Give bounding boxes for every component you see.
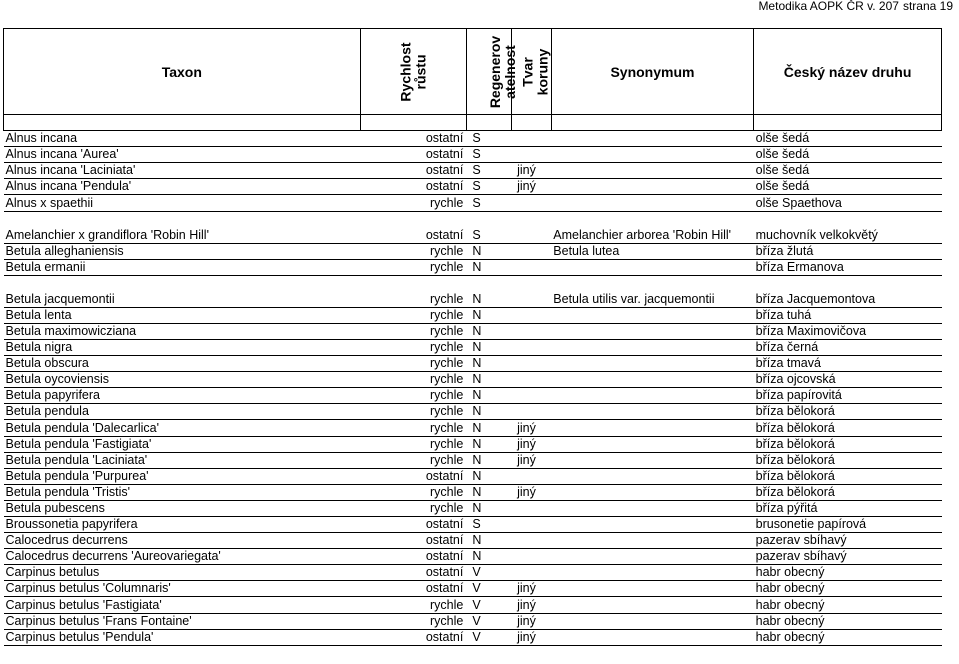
cell-czech: bříza žlutá	[754, 243, 942, 259]
cell-crown: jiný	[511, 613, 551, 629]
cell-synonym	[551, 597, 753, 613]
cell-taxon: Broussonetia papyrifera	[4, 516, 361, 532]
cell-regen: N	[466, 549, 511, 565]
table-row	[4, 581, 942, 597]
cell-taxon: Betula pendula	[4, 404, 361, 420]
cell-czech: olše Spaethova	[754, 195, 942, 211]
cell-crown: jiný	[511, 484, 551, 500]
cell-synonym	[551, 533, 753, 549]
cell-synonym	[551, 565, 753, 581]
cell-speed: ostatní	[360, 147, 466, 163]
cell-taxon: Betula jacquemontii	[4, 275, 361, 307]
plant-table	[3, 28, 942, 646]
table-row	[4, 420, 942, 436]
cell-crown	[511, 147, 551, 163]
cell-crown: jiný	[511, 436, 551, 452]
cell-synonym	[551, 131, 753, 147]
cell-czech: bříza černá	[754, 339, 942, 355]
table-body	[4, 131, 942, 646]
cell-regen: S	[466, 179, 511, 195]
table-row	[4, 549, 942, 565]
cell-taxon: Calocedrus decurrens	[4, 533, 361, 549]
table-row	[4, 565, 942, 581]
cell-speed: rychle	[360, 195, 466, 211]
cell-czech: bříza papírovitá	[754, 388, 942, 404]
cell-czech: bříza tmavá	[754, 356, 942, 372]
cell-speed: rychle	[360, 420, 466, 436]
cell-crown	[511, 356, 551, 372]
cell-speed: ostatní	[360, 629, 466, 645]
cell-crown	[511, 259, 551, 275]
cell-synonym	[551, 549, 753, 565]
cell-crown	[511, 339, 551, 355]
cell-synonym	[551, 500, 753, 516]
cell-speed: rychle	[360, 259, 466, 275]
cell-regen: N	[466, 500, 511, 516]
cell-taxon: Betula pendula 'Laciniata'	[4, 452, 361, 468]
cell-czech: habr obecný	[754, 565, 942, 581]
table-row	[4, 516, 942, 532]
cell-czech: bříza Maximovičova	[754, 323, 942, 339]
cell-crown	[511, 307, 551, 323]
cell-crown	[511, 404, 551, 420]
cell-crown	[511, 195, 551, 211]
cell-speed: rychle	[360, 323, 466, 339]
col-header-speed	[360, 29, 466, 115]
cell-taxon: Betula pendula 'Tristis'	[4, 484, 361, 500]
cell-taxon: Alnus incana 'Pendula'	[4, 179, 361, 195]
cell-synonym: Betula lutea	[551, 243, 753, 259]
header-row	[4, 29, 942, 115]
table-row	[4, 452, 942, 468]
table-row	[4, 163, 942, 179]
cell-synonym: Amelanchier arborea 'Robin Hill'	[551, 211, 753, 243]
cell-speed: rychle	[360, 500, 466, 516]
cell-czech: habr obecný	[754, 629, 942, 645]
cell-speed: rychle	[360, 307, 466, 323]
table-row	[4, 211, 942, 243]
cell-synonym	[551, 163, 753, 179]
regen-header-text: Regenerov atelnost	[487, 35, 519, 108]
cell-crown: jiný	[511, 420, 551, 436]
cell-crown	[511, 323, 551, 339]
cell-synonym	[551, 339, 753, 355]
table-row	[4, 307, 942, 323]
cell-synonym	[551, 436, 753, 452]
cell-synonym: Betula utilis var. jacquemontii	[551, 275, 753, 307]
cell-speed: rychle	[360, 597, 466, 613]
cell-speed: ostatní	[360, 468, 466, 484]
table-row	[4, 323, 942, 339]
cell-synonym	[551, 307, 753, 323]
cell-crown	[511, 549, 551, 565]
cell-crown: jiný	[511, 163, 551, 179]
cell-synonym	[551, 629, 753, 645]
cell-czech: bříza ojcovská	[754, 372, 942, 388]
cell-taxon: Betula ermanii	[4, 259, 361, 275]
cell-czech: bříza bělokorá	[754, 484, 942, 500]
table-row	[4, 259, 942, 275]
cell-crown: jiný	[511, 629, 551, 645]
cell-czech: muchovník velkokvětý	[754, 211, 942, 243]
table-row	[4, 484, 942, 500]
cell-regen: S	[466, 163, 511, 179]
cell-speed: rychle	[360, 452, 466, 468]
cell-regen: N	[466, 356, 511, 372]
cell-taxon: Betula lenta	[4, 307, 361, 323]
table-row	[4, 243, 942, 259]
cell-speed: ostatní	[360, 211, 466, 243]
cell-czech: olše šedá	[754, 163, 942, 179]
cell-speed: ostatní	[360, 131, 466, 147]
table-row	[4, 533, 942, 549]
cell-synonym	[551, 468, 753, 484]
cell-regen: N	[466, 484, 511, 500]
cell-synonym	[551, 404, 753, 420]
table-row	[4, 436, 942, 452]
cell-czech: bříza Ermanova	[754, 259, 942, 275]
cell-taxon: Betula maximowicziana	[4, 323, 361, 339]
cell-taxon: Carpinus betulus 'Columnaris'	[4, 581, 361, 597]
cell-synonym	[551, 147, 753, 163]
cell-czech: habr obecný	[754, 581, 942, 597]
cell-regen: S	[466, 147, 511, 163]
cell-regen: V	[466, 597, 511, 613]
col-header-regen	[466, 29, 519, 115]
cell-speed: rychle	[360, 404, 466, 420]
cell-regen: N	[466, 452, 511, 468]
table-row	[4, 613, 942, 629]
cell-regen: V	[466, 629, 511, 645]
table-row	[4, 147, 942, 163]
cell-taxon: Betula pendula 'Fastigiata'	[4, 436, 361, 452]
cell-synonym	[551, 452, 753, 468]
cell-taxon: Betula pendula 'Dalecarlica'	[4, 420, 361, 436]
cell-czech: bříza Jacquemontova	[754, 275, 942, 307]
cell-taxon: Betula pendula 'Purpurea'	[4, 468, 361, 484]
cell-crown	[511, 131, 551, 147]
cell-taxon: Alnus incana 'Aurea'	[4, 147, 361, 163]
table-row	[4, 131, 942, 147]
cell-czech: olše šedá	[754, 147, 942, 163]
cell-synonym	[551, 388, 753, 404]
cell-regen: N	[466, 323, 511, 339]
cell-regen: S	[466, 516, 511, 532]
cell-taxon: Amelanchier x grandiflora 'Robin Hill'	[4, 211, 361, 243]
cell-crown: jiný	[511, 581, 551, 597]
cell-taxon: Calocedrus decurrens 'Aureovariegata'	[4, 549, 361, 565]
crown-header-text: Tvar koruny	[518, 48, 550, 95]
table-row	[4, 195, 942, 211]
cell-speed: ostatní	[360, 163, 466, 179]
cell-regen: N	[466, 468, 511, 484]
cell-speed: rychle	[360, 243, 466, 259]
cell-synonym	[551, 613, 753, 629]
table-row	[4, 388, 942, 404]
cell-taxon: Carpinus betulus	[4, 565, 361, 581]
cell-czech: bříza bělokorá	[754, 420, 942, 436]
cell-regen: V	[466, 613, 511, 629]
cell-speed: ostatní	[360, 179, 466, 195]
cell-crown	[511, 211, 551, 243]
cell-synonym	[551, 195, 753, 211]
cell-czech: olše šedá	[754, 131, 942, 147]
cell-regen: V	[466, 581, 511, 597]
cell-taxon: Carpinus betulus 'Pendula'	[4, 629, 361, 645]
cell-czech: pazerav sbíhavý	[754, 549, 942, 565]
cell-crown	[511, 372, 551, 388]
cell-synonym	[551, 323, 753, 339]
cell-taxon: Alnus incana 'Laciniata'	[4, 163, 361, 179]
table-row	[4, 597, 942, 613]
cell-czech: bříza bělokorá	[754, 436, 942, 452]
cell-crown	[511, 243, 551, 259]
cell-taxon: Carpinus betulus 'Fastigiata'	[4, 597, 361, 613]
cell-synonym	[551, 259, 753, 275]
cell-regen: N	[466, 388, 511, 404]
cell-speed: rychle	[360, 436, 466, 452]
cell-crown	[511, 516, 551, 532]
cell-crown	[511, 275, 551, 307]
cell-taxon: Betula papyrifera	[4, 388, 361, 404]
cell-taxon: Alnus incana	[4, 131, 361, 147]
cell-regen: V	[466, 565, 511, 581]
col-header-czech: Český název druhu	[754, 29, 942, 115]
cell-regen: N	[466, 307, 511, 323]
cell-regen: N	[466, 275, 511, 307]
cell-regen: N	[466, 420, 511, 436]
cell-czech: bříza tuhá	[754, 307, 942, 323]
cell-crown: jiný	[511, 179, 551, 195]
cell-crown	[511, 388, 551, 404]
cell-taxon: Carpinus betulus 'Frans Fontaine'	[4, 613, 361, 629]
cell-crown	[511, 565, 551, 581]
cell-synonym	[551, 372, 753, 388]
cell-taxon: Betula pubescens	[4, 500, 361, 516]
table-row	[4, 404, 942, 420]
cell-synonym	[551, 420, 753, 436]
cell-czech: bříza bělokorá	[754, 404, 942, 420]
cell-czech: habr obecný	[754, 597, 942, 613]
cell-crown	[511, 468, 551, 484]
cell-regen: N	[466, 372, 511, 388]
cell-speed: rychle	[360, 275, 466, 307]
col-header-taxon: Taxon	[4, 29, 361, 115]
cell-speed: ostatní	[360, 549, 466, 565]
cell-crown	[511, 500, 551, 516]
col-header-synonym: Synonymum	[551, 29, 753, 115]
cell-speed: ostatní	[360, 516, 466, 532]
cell-taxon: Betula oycoviensis	[4, 372, 361, 388]
speed-header-text: Rychlost růstu	[397, 41, 429, 102]
cell-speed: rychle	[360, 613, 466, 629]
cell-regen: N	[466, 339, 511, 355]
cell-synonym	[551, 581, 753, 597]
header-right: strana 19	[902, 0, 953, 13]
cell-czech: olše šedá	[754, 179, 942, 195]
page-header	[758, 0, 953, 13]
cell-speed: rychle	[360, 484, 466, 500]
cell-taxon: Betula alleghaniensis	[4, 243, 361, 259]
table-row	[4, 275, 942, 307]
table-row	[4, 500, 942, 516]
table-row	[4, 179, 942, 195]
header-left: Metodika AOPK ČR v. 207	[758, 0, 899, 13]
cell-speed: rychle	[360, 372, 466, 388]
cell-speed: rychle	[360, 356, 466, 372]
table-row	[4, 356, 942, 372]
cell-regen: S	[466, 131, 511, 147]
cell-regen: N	[466, 436, 511, 452]
cell-speed: ostatní	[360, 533, 466, 549]
cell-speed: rychle	[360, 388, 466, 404]
cell-regen: S	[466, 195, 511, 211]
cell-taxon: Betula nigra	[4, 339, 361, 355]
cell-speed: ostatní	[360, 565, 466, 581]
cell-crown	[511, 533, 551, 549]
table-row	[4, 339, 942, 355]
table-row	[4, 372, 942, 388]
cell-synonym	[551, 356, 753, 372]
cell-czech: bříza pýřitá	[754, 500, 942, 516]
cell-czech: brusonetie papírová	[754, 516, 942, 532]
cell-czech: pazerav sbíhavý	[754, 533, 942, 549]
cell-synonym	[551, 484, 753, 500]
table-row	[4, 468, 942, 484]
cell-regen: N	[466, 243, 511, 259]
cell-regen: N	[466, 533, 511, 549]
table-row	[4, 629, 942, 645]
cell-taxon: Betula obscura	[4, 356, 361, 372]
cell-regen: N	[466, 259, 511, 275]
cell-regen: S	[466, 211, 511, 243]
cell-czech: bříza bělokorá	[754, 452, 942, 468]
cell-czech: habr obecný	[754, 613, 942, 629]
cell-speed: ostatní	[360, 581, 466, 597]
cell-synonym	[551, 179, 753, 195]
cell-regen: N	[466, 404, 511, 420]
cell-crown: jiný	[511, 597, 551, 613]
cell-crown: jiný	[511, 452, 551, 468]
cell-taxon: Alnus x spaethii	[4, 195, 361, 211]
cell-speed: rychle	[360, 339, 466, 355]
cell-synonym	[551, 516, 753, 532]
cell-czech: bříza bělokorá	[754, 468, 942, 484]
